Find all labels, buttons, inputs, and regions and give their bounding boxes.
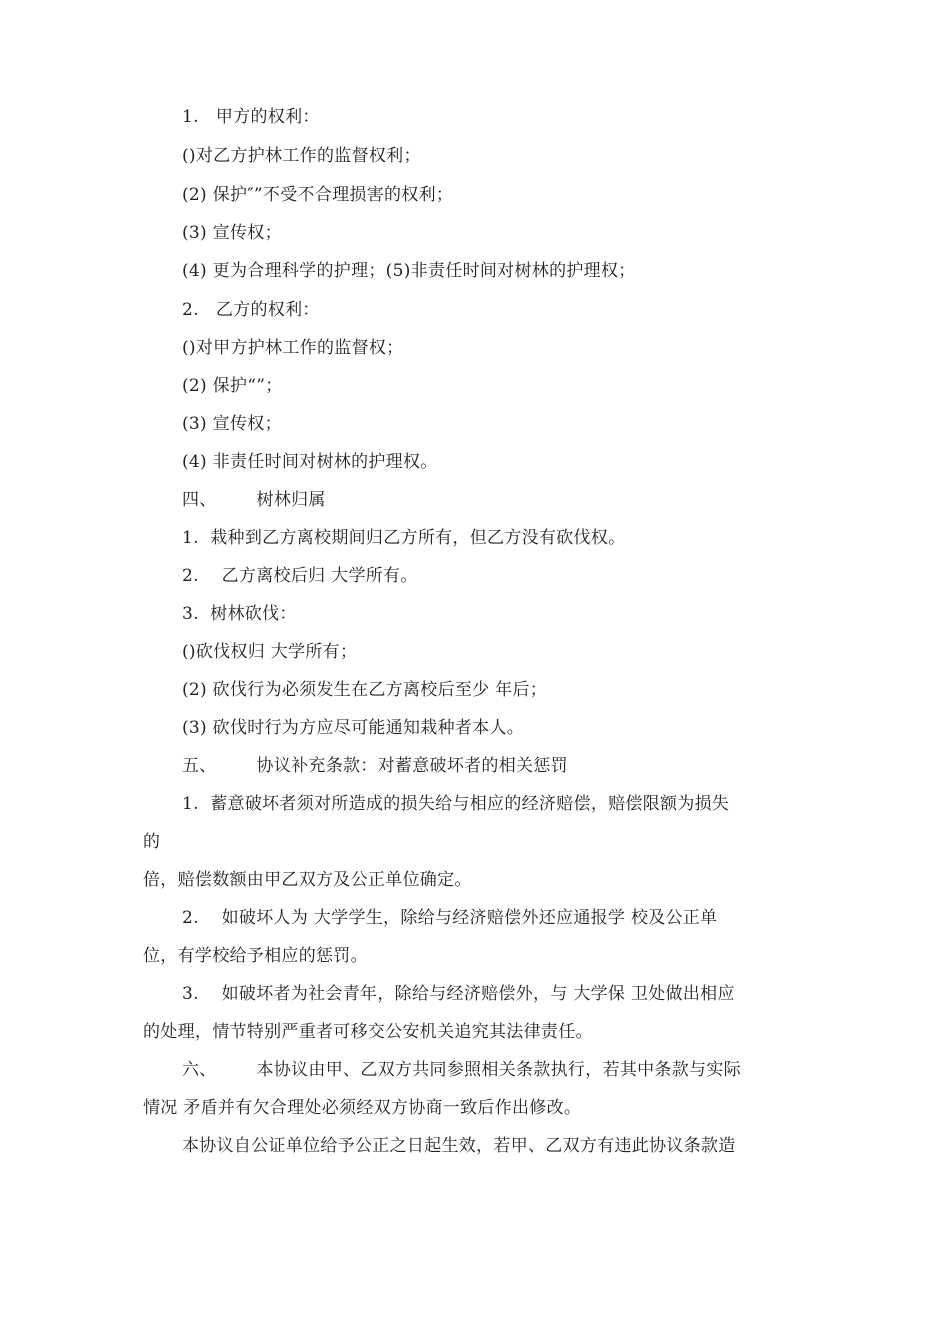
text-line: 倍，赔偿数额由甲乙双方及公正单位确定。 <box>143 870 472 890</box>
text-line: 2. 乙方离校后归 大学所有。 <box>182 566 418 586</box>
text-line: ()对甲方护林工作的监督权； <box>182 338 404 358</box>
text-line: 2. 乙方的权利： <box>182 300 320 320</box>
text-line: 3. 树林砍伐： <box>182 604 297 624</box>
text-line: 1. 甲方的权利： <box>182 107 320 127</box>
text-line: 情况 矛盾并有欠合理处必须经双方协商一致后作出修改。 <box>143 1098 582 1118</box>
text-line: (3) 宣传权； <box>182 414 282 434</box>
text-line: 2. 如破坏人为 大学学生，除给与经济赔偿外还应通报学 校及公正单 <box>182 908 718 928</box>
text-line: ()砍伐权归 大学所有； <box>182 642 358 662</box>
text-line: 本协议自公证单位给予公正之日起生效，若甲、乙双方有违此协议条款造 <box>182 1136 736 1156</box>
text-line: (4) 非责任时间对树林的护理权。 <box>182 452 438 472</box>
text-line: ()对乙方护林工作的监督权利； <box>182 146 421 166</box>
text-line: (2) 保护″”不受不合理损害的权利； <box>182 185 454 205</box>
text-line: 的处理，情节特别严重者可移交公安机关追究其法律责任。 <box>143 1022 593 1042</box>
text-line: (3) 砍伐时行为方应尽可能通知栽种者本人。 <box>182 718 525 738</box>
text-line: (2) 保护“”； <box>182 376 283 396</box>
text-line: (3) 宣传权； <box>182 223 282 243</box>
section-heading: 四、 树林归属 <box>182 490 326 510</box>
text-line: 3. 如破坏者为社会青年，除给与经济赔偿外，与 大学保 卫处做出相应 <box>182 984 735 1004</box>
text-line: 位，有学校给予相应的惩罚。 <box>143 946 368 966</box>
text-line: (2) 砍伐行为必须发生在乙方离校后至少 年后； <box>182 680 548 700</box>
text-line: 1. 栽种到乙方离校期间归乙方所有，但乙方没有砍伐权。 <box>182 528 626 548</box>
text-line: 1. 蓄意破坏者须对所造成的损失给与相应的经济赔偿，赔偿限额为损失 <box>182 794 730 814</box>
text-line: 的 <box>143 832 161 852</box>
section-heading: 五、 协议补充条款：对蓄意破坏者的相关惩罚 <box>182 756 568 776</box>
section-heading: 六、 本协议由甲、乙双方共同参照相关条款执行，若其中条款与实际 <box>182 1060 741 1080</box>
text-line: (4) 更为合理科学的护理；(5)非责任时间对树林的护理权； <box>182 261 636 281</box>
